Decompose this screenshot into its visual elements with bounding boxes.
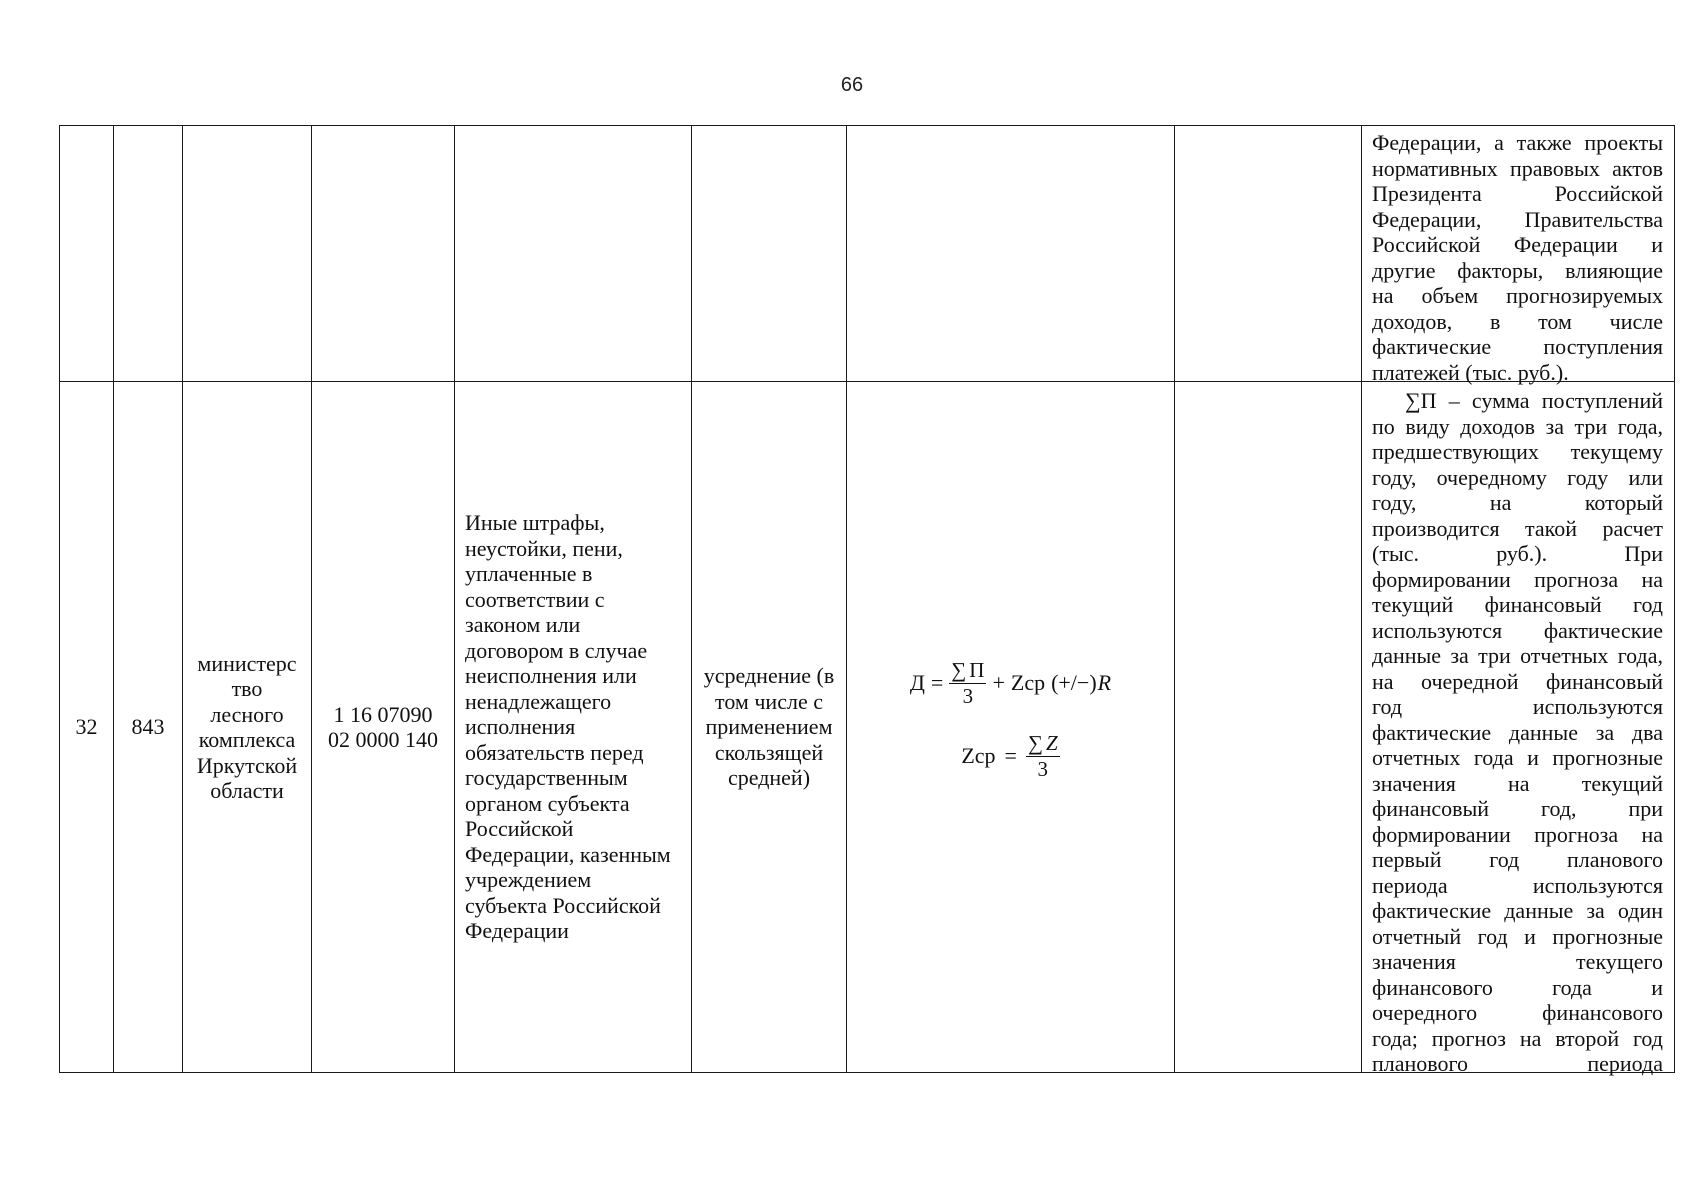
- numerator-variable: Z: [1045, 730, 1058, 755]
- administrator-line: комплекса: [198, 727, 296, 752]
- cell-administrator: [183, 382, 312, 1073]
- fraction-denominator: 3: [962, 683, 974, 708]
- sum-symbol: ∑: [1027, 730, 1043, 755]
- average-formula: [961, 732, 1059, 781]
- calc-basis-text: [1372, 130, 1663, 385]
- cell-kbk: [312, 126, 455, 382]
- fraction-numerator: [949, 659, 986, 684]
- method-line: скользящей: [714, 739, 824, 765]
- basis-line: другие факторы, влияющие: [1372, 257, 1663, 283]
- income-line: ненадлежащего: [465, 688, 612, 714]
- method-line: том числе с: [715, 688, 823, 714]
- basis-line: финансовый год, при: [1372, 796, 1663, 821]
- formula-r: R: [1097, 670, 1112, 695]
- forecast-formula: [910, 659, 1111, 708]
- basis-line: данные за три отчетных года,: [1372, 643, 1663, 668]
- kbk-line: 1 16 07090: [333, 701, 433, 727]
- income-line: уплаченные в: [465, 561, 593, 587]
- cell-income-name: [455, 382, 692, 1073]
- formula-plus-minus: (+/−): [1051, 670, 1097, 695]
- income-line: Федерации, казенным: [465, 841, 671, 867]
- cell-calc-basis: [1362, 126, 1675, 385]
- basis-line: доходов, в том числе: [1372, 308, 1663, 334]
- cell-method: [692, 382, 847, 1073]
- cell-formula: [847, 382, 1175, 1073]
- basis-line: предшествующих текущему: [1372, 439, 1663, 464]
- basis-line: используются фактические: [1372, 617, 1663, 643]
- basis-line: периода используются: [1372, 872, 1663, 898]
- income-line: государственным: [465, 765, 628, 791]
- basis-line: Российской Федерации и: [1372, 232, 1663, 257]
- table-row: [60, 382, 1675, 1073]
- calc-method: [692, 663, 846, 791]
- basis-line: формировании прогноза на: [1372, 821, 1663, 847]
- basis-line: планового периода: [1372, 1051, 1663, 1076]
- basis-line: года; прогноз на второй год: [1372, 1025, 1663, 1051]
- formulas: [847, 659, 1174, 796]
- cell-calc-basis: [1362, 382, 1675, 1076]
- cell-formula: [847, 126, 1175, 382]
- sum-symbol: ∑: [951, 657, 967, 682]
- cell-income-name: [455, 126, 692, 382]
- basis-line: первый год планового: [1372, 847, 1663, 872]
- basis-line: отчетных года и прогнозные: [1372, 745, 1663, 770]
- table-row-continued: [60, 126, 1675, 382]
- income-name: [465, 510, 691, 944]
- income-line: субъекта Российской: [465, 892, 661, 918]
- numerator-variable: П: [969, 657, 985, 682]
- cell-admin-code: 843: [114, 382, 183, 1073]
- income-line: Российской: [465, 816, 574, 842]
- cell-row-number: [60, 126, 114, 382]
- fraction-denominator: 3: [1037, 756, 1049, 781]
- basis-line: ∑П – сумма поступлений: [1405, 388, 1663, 413]
- administrator-line: лесного: [210, 701, 284, 727]
- formula-plus: +: [992, 670, 1005, 695]
- kbk-code: [312, 702, 454, 753]
- method-line: усреднение (в: [703, 663, 835, 689]
- basis-line: формировании прогноза на: [1372, 566, 1663, 592]
- formula-lhs: Zср: [961, 743, 996, 768]
- income-line: Иные штрафы,: [465, 510, 605, 536]
- formula-correction: [1051, 671, 1111, 695]
- income-line: обязательств перед: [465, 739, 644, 765]
- cell-method: [692, 126, 847, 382]
- administrator-line: министерс: [197, 650, 297, 676]
- cell-empty: [1175, 382, 1362, 1073]
- cell-kbk: [312, 382, 455, 1073]
- basis-line: производится такой расчет: [1372, 515, 1663, 541]
- formula-equals: =: [1004, 743, 1017, 768]
- basis-line: отчетный год и прогнозные: [1372, 923, 1663, 949]
- page-number: 66: [840, 74, 864, 96]
- basis-line: нормативных правовых актов: [1372, 155, 1663, 181]
- method-line: средней): [727, 765, 811, 791]
- fraction: [1026, 732, 1060, 781]
- basis-line: Федерации, Правительства: [1372, 206, 1663, 232]
- kbk-line: 02 0000 140: [328, 727, 438, 752]
- basis-line: Федерации, а также проекты: [1372, 130, 1663, 155]
- basis-line: на объем прогнозируемых: [1372, 283, 1663, 308]
- formula-lhs: Д: [909, 670, 925, 695]
- basis-line: (тыс. руб.). При: [1372, 541, 1663, 566]
- cell-admin-code: [114, 126, 183, 382]
- basis-line: очередного финансового: [1372, 1000, 1663, 1025]
- basis-line: Президента Российской: [1372, 181, 1663, 206]
- basis-line: значения текущего: [1372, 949, 1663, 974]
- income-line: законом или: [465, 612, 581, 638]
- basis-line: на очередной финансовый: [1372, 668, 1663, 694]
- basis-line: год используются: [1372, 694, 1663, 719]
- income-line: учреждением: [465, 867, 592, 893]
- basis-line: фактические поступления: [1372, 334, 1663, 359]
- income-line: Федерации: [465, 918, 569, 944]
- basis-line: году, очередному году или: [1372, 464, 1663, 490]
- calc-basis-text: [1372, 388, 1663, 1077]
- administrator-name: [183, 651, 311, 804]
- basis-line: фактические данные за один: [1372, 898, 1663, 923]
- basis-line: году, на который: [1372, 490, 1663, 515]
- basis-line: фактические данные за два: [1372, 719, 1663, 745]
- administrator-line: тво: [231, 676, 263, 701]
- income-forecast-table: [59, 125, 1675, 1076]
- income-line: договором в случае: [465, 637, 648, 663]
- income-line: органом субъекта: [465, 790, 630, 816]
- basis-line: по виду доходов за три года,: [1372, 413, 1663, 439]
- formula-equals: =: [930, 670, 944, 695]
- basis-line: значения на текущий: [1372, 770, 1663, 796]
- basis-line: платежей (тыс. руб.).: [1372, 359, 1569, 385]
- cell-empty: [1175, 126, 1362, 382]
- cell-administrator: [183, 126, 312, 382]
- basis-line: текущий финансовый год: [1372, 592, 1663, 617]
- fraction: [949, 659, 986, 708]
- administrator-line: области: [210, 778, 284, 803]
- income-line: неустойки, пени,: [465, 535, 623, 561]
- basis-line: финансового года и: [1372, 974, 1663, 1000]
- fraction-numerator: [1026, 732, 1060, 757]
- administrator-line: Иркутской: [196, 752, 298, 778]
- income-line: неисполнения или: [465, 663, 637, 689]
- method-line: применением: [705, 714, 833, 740]
- cell-row-number: 32: [60, 382, 114, 1073]
- formula-term: Zср: [1010, 670, 1046, 695]
- income-line: соответствии с: [465, 586, 605, 612]
- income-line: исполнения: [465, 714, 576, 740]
